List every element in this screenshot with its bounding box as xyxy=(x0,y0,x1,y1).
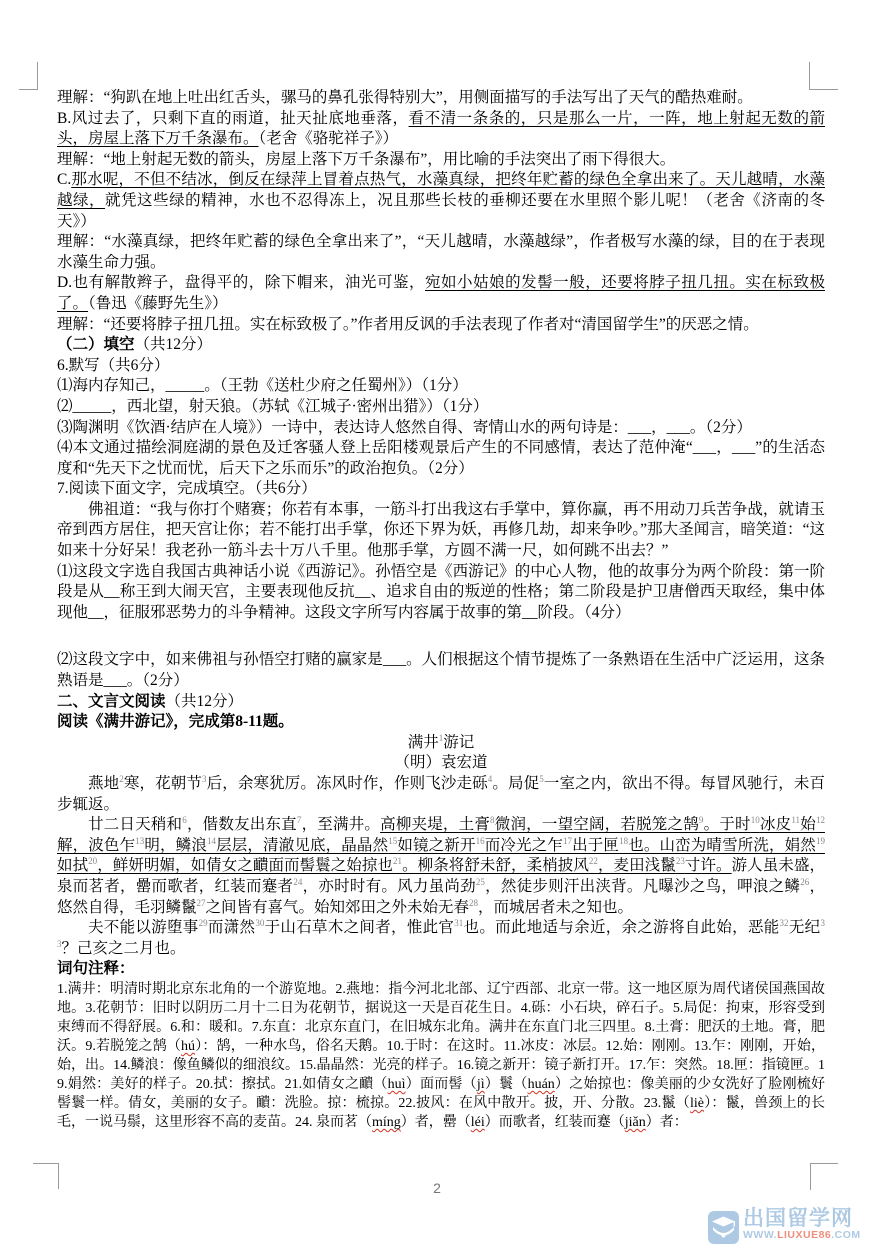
essay-title: 满井$^1$游记 xyxy=(407,732,475,751)
question-6-item-3: ⑶陶渊明《饮酒·结庐在人境》）一诗中，表达诗人悠然自得、寄情山水的两句诗是：___，___。（2分） xyxy=(57,418,752,436)
essay-paragraph-3: 夫不能以游堕事$^{29}$而潇然$^{30}$于山石草木之间者，惟此官$^{31}$也。而此地适与余近，余之游将自此始，恶能$^{32}$无纪$^{33}$？己亥之二月也。 xyxy=(57,918,825,957)
essay-author: （明）袁宏道 xyxy=(394,754,488,772)
section-heading-fill-blanks: （二）填空（共12分） xyxy=(57,336,213,354)
question-6-item-2: ⑵_____，西北望，射天狼。（苏轼《江城子·密州出猎》）（1分） xyxy=(57,397,489,415)
notes-heading: 词句注释： xyxy=(57,960,135,978)
watermark-site-url: WWW.LIUXUE86.COM xyxy=(743,1229,861,1241)
essay-paragraph-2: 廿二日天稍和$^6$，偕数友出东直$^7$，至满井。高柳夹堤，土膏$^8$微润，一望空阔，若脱笼之鹄$^9$。于时$^{10}$冰皮$^{11}$始$^{12}$解，波色乍$^{13}$明，鳞浪$^{14}$层层，清澈见底，晶晶然$^{15}$如镜之新开$^{16}$而冷光之乍$^{17}$出于匣$^{18}$也。山峦为晴雪所洗，娟然$^{19}$如拭$^{20}$，鲜妍明媚，如倩女之靧面而髻鬟之始掠也$^{21}$。柳条将舒未舒，柔梢披风$^{22}$，麦田浅鬣$^{23}$寸许。游人虽未盛，泉而茗者，罍而歌者，红装而蹇者$^{24}$，亦时时有。风力虽尚劲$^{25}$，然徒步则汗出浃背。凡曝沙之鸟，呷浪之鳞$^{26}$，悠然自得，毛羽鳞鬣$^{27}$之间皆有喜气。始知郊田之外未始无春$^{28}$，而城居者未之知也。 xyxy=(57,815,825,916)
question-7-item-1: ⑴这段文字选自我国古典神话小说《西游记》。孙悟空是《西游记》的中心人物，他的故事分为两个阶段：第一阶段是从__称王到大闹天宫，主要表现他反抗__、追求自由的叛逆的性格；第二阶段是护卫唐僧西天取经，集中体现他__，征服邪恶势力的斗争精神。这段文字所写内容属于故事的第__阶段。（4分） xyxy=(57,562,825,621)
watermark-text xyxy=(743,1208,861,1241)
option-c: C.那水呢，不但不结冰，倒反在绿萍上冒着点热气，水藻真绿，把终年贮蓄的绿色全拿出来了。天儿越晴，水藻越绿，就凭这些绿的精神，水也不忍得冻上，况且那些长枝的垂柳还要在水里照个影儿呢！（老舍《济南的冬天》） xyxy=(57,171,825,230)
question-7-heading: 7.阅读下面文字，完成填空。（共6分） xyxy=(57,480,317,498)
document-content xyxy=(57,88,825,1132)
understanding-a: 理解：“狗趴在地上吐出红舌头，骡马的鼻孔张得特别大”，用侧面描写的手法写出了天气的酷热难耐。 xyxy=(57,89,753,106)
blank-line xyxy=(57,623,825,650)
crop-mark-top-left-h xyxy=(19,89,38,90)
reading-instruction: 阅读《满井游记》，完成第8-11题。 xyxy=(57,713,294,731)
question-6-heading: 6.默写（共6分） xyxy=(57,356,170,374)
question-7-item-2: ⑵这段文字中，如来佛祖与孙悟空打赌的赢家是___。人们根据这个情节提炼了一条熟语在生活中广泛运用，这条熟语是___。（2分） xyxy=(57,651,825,690)
question-6-item-4: ⑷本文通过描绘洞庭湖的景色及迁客骚人登上岳阳楼观景后产生的不同感情，表达了范仲淹“___，___”的生活态度和“先天下之忧而忧，后天下之乐而乐”的政治抱负。（2分） xyxy=(57,439,825,477)
notes-body: 1.满井：明清时期北京东北角的一个游览地。2.燕地：指今河北北部、辽宁西部、北京一带。这一地区原为周代诸侯国燕国故地。3.花朝节：旧时以阴历二月十二日为花朝节，据说这一天是百花生日。4.砾：小石块，碎石子。5.局促：拘束，形容受到束缚而不得舒展。6.和：暖和。7.东直：北京东直门，在旧城东北角。满井在东直门北三四里。8.土膏：肥沃的土地。膏，肥沃。9.若脱笼之鹄（hú）：鹄，一种水鸟，俗名天鹅。10.于时：在这时。11.冰皮：冰层。12.始：刚刚。13.乍：刚刚，开始，始，出。14.鳞浪：像鱼鳞似的细浪纹。15.晶晶然：光亮的样子。16.镜之新开：镜子新打开。17.乍：突然。18.匣：指镜匣。19.娟然：美好的样子。20.拭：擦拭。21.如倩女之靧（huì）面而髻（jì）鬟（huán）之始掠也：像美丽的少女洗好了脸刚梳好髻鬟一样。倩女，美丽的女子。靧：洗脸。掠：梳掠。22.披风：在风中散开。披，开、分散。23.鬣（liè）：鬣，兽颈上的长毛，一说马鬃，这里形容不高的麦苗。24. 泉而茗（míng）者，罍（léi）而歌者，红装而蹇（jiǎn）者： xyxy=(57,981,826,1130)
page-number: 2 xyxy=(433,1180,441,1196)
watermark-site-name: 出国留学网 xyxy=(743,1207,853,1230)
watermark-logo xyxy=(708,1208,874,1250)
crop-mark-top-right-v xyxy=(809,62,810,90)
option-b: B.风过去了，只剩下直的雨道，扯天扯底地垂落，看不清一条条的，只是那么一片，一阵，地上射起无数的箭头，房屋上落下万千条瀑布。（老舍《骆驼祥子》） xyxy=(57,109,825,148)
question-6-item-1: ⑴海内存知己，_____。（王勃《送杜少府之任蜀州》）（1分） xyxy=(57,377,468,395)
option-d: D.也有解散辫子，盘得平的，除下帽来，油光可鉴，宛如小姑娘的发髻一般，还要将脖子扭几扭。实在标致极了。（鲁迅《藤野先生》） xyxy=(57,274,825,312)
graduation-cap-icon xyxy=(708,1211,739,1249)
section-heading-classical-reading: 二、文言文阅读（共12分） xyxy=(57,692,244,710)
essay-paragraph-1: 燕地$^2$寒，花朝节$^3$后，余寒犹厉。冻风时作，作则飞沙走砾$^4$。局促$^5$一室之内，欲出不得。每冒风驰行，未百步辄返。 xyxy=(57,773,825,813)
crop-mark-top-left-v xyxy=(37,62,38,90)
understanding-b: 理解：“地上射起无数的箭头，房屋上落下万千条瀑布”，用比喻的手法突出了雨下得很大。 xyxy=(57,150,676,168)
question-7-passage: 佛祖道：“我与你打个赌赛；你若有本事，一筋斗打出我这右手掌中，算你赢，再不用动刀兵苦争战，就请玉帝到西方居住，把天宫让你；若不能打出手掌，你还下界为妖，再修几劫，却来争吵。”那大圣闻言，暗笑道：“这如来十分好呆！我老孙一筋斗去十万八千里。他那手掌，方圆不满一尺，如何跳不出去？” xyxy=(57,500,825,560)
understanding-d: 理解：“还要将脖子扭几扭。实在标致极了。”作者用反讽的手法表现了作者对“清国留学生”的厌恶之情。 xyxy=(57,315,759,333)
crop-mark-bottom-left-h xyxy=(33,1163,59,1164)
crop-mark-bottom-right-h xyxy=(810,1163,838,1164)
understanding-c: 理解：“水藻真绿，把终年贮蓄的绿色全拿出来了”，“天儿越晴，水藻越绿”，作者极写水藻的绿，目的在于表现水藻生命力强。 xyxy=(57,233,825,271)
